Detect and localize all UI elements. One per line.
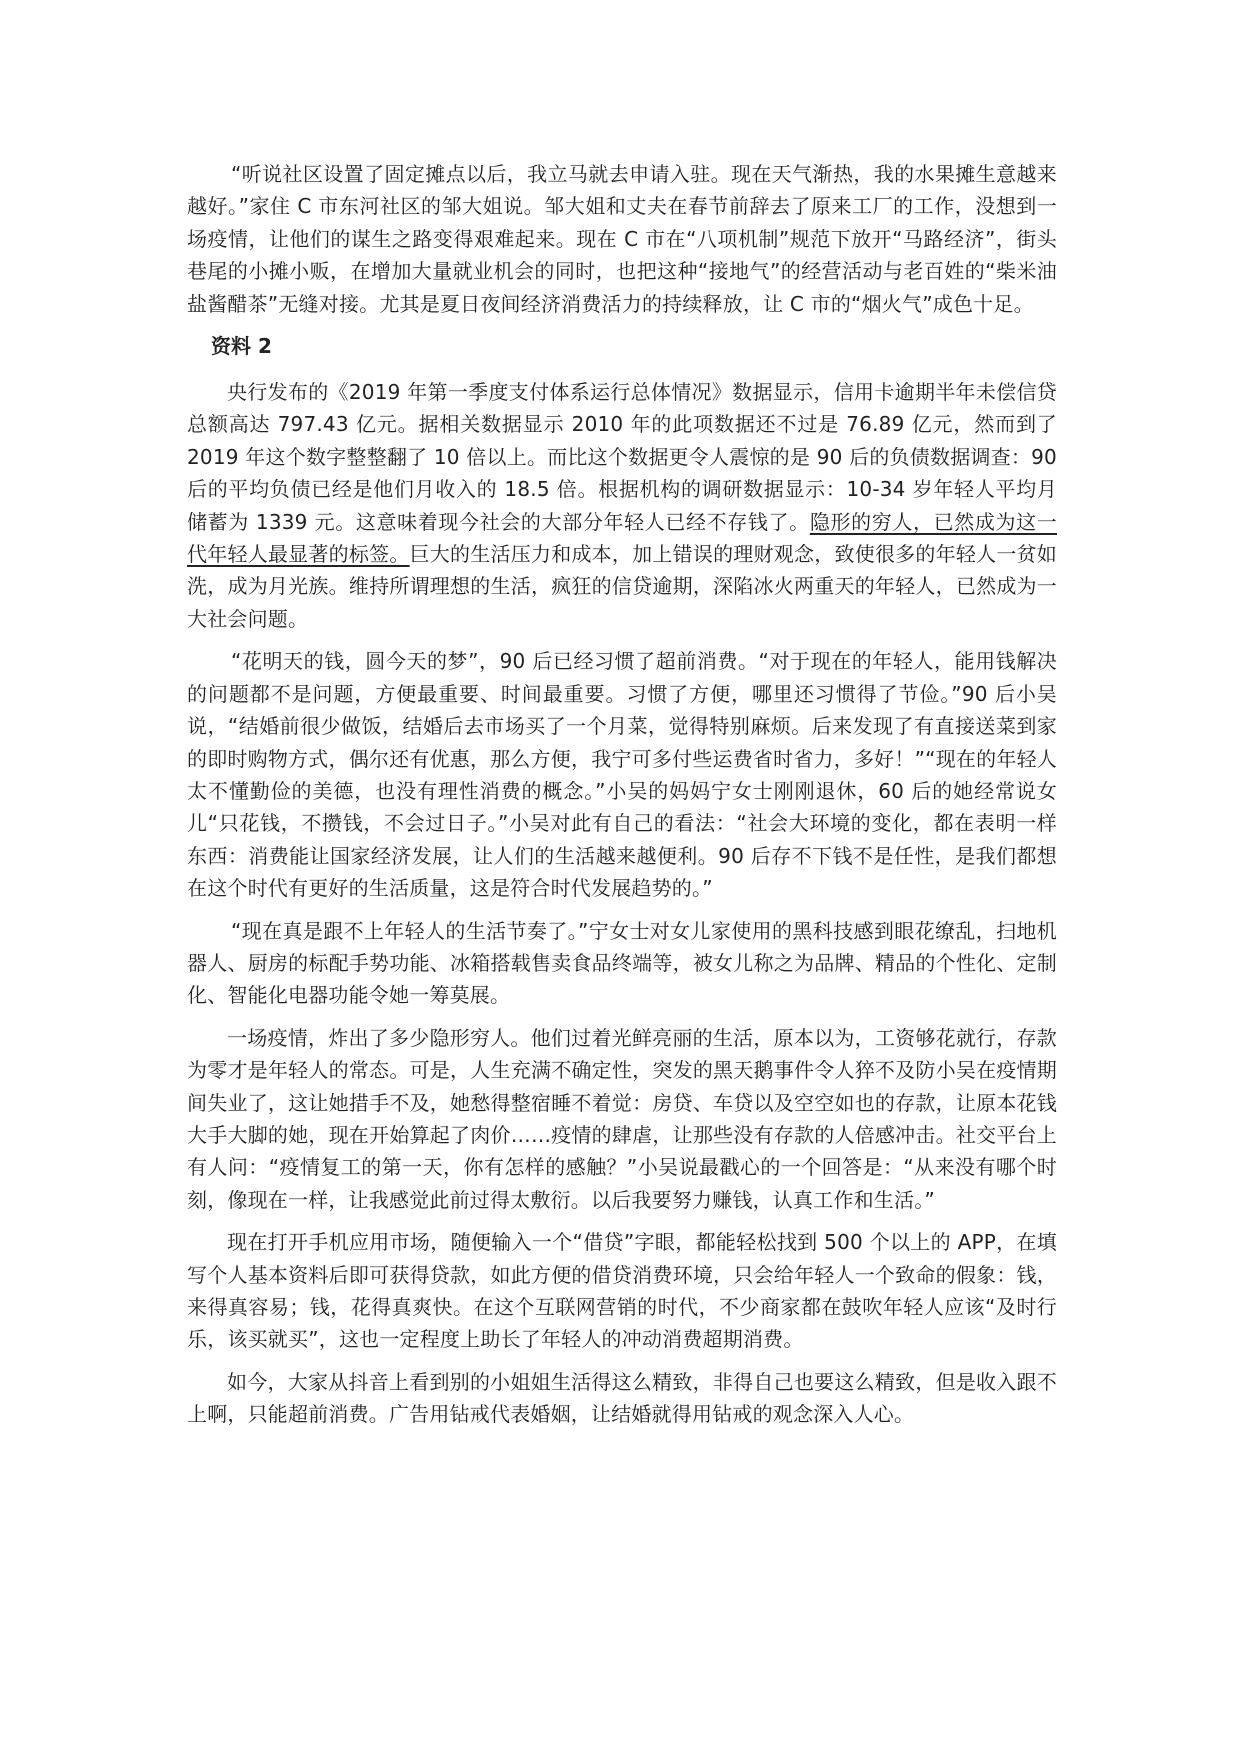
paragraph-overspending: “花明天的钱，圆今天的梦”，90 后已经习惯了超前消费。“对于现在的年轻人，能用钱解决的问题都不是问题，方便最重要、时间最重要。习惯了方便，哪里还习惯得了节俭。”90 后小吴说，“结婚前很少做饭，结婚后去市场买了一个月菜，觉得特别麻烦。后来发现了有直接送菜到家的即时购物方式，偶尔还有优惠，那么方便，我宁可多付些运费省时省力，多好！”“现在的年轻人太不懂勤俭的美德，也没有理性消费的概念。”小吴的妈妈宁女士刚刚退休，60 后的她经常说女儿“只花钱，不攒钱，不会过日子。”小吴对此有自己的看法：“社会大环境的变化，都在表明一样东西：消费能让国家经济发展，让人们的生活越来越便利。90 后存不下钱不是任性，是我们都想在这个时代有更好的生活质量，这是符合时代发展趋势的。” (187, 649, 1057, 901)
document-page (187, 158, 1057, 1441)
debt-data-conclusion: 巨大的生活压力和成本，加上错误的理财观念，致使很多的年轻人一贫如洗，成为月光族。维持所谓理想的生活，疯狂的信贷逾期，深陷冰火两重天的年轻人，已然成为一大社会问题。 (187, 542, 1058, 631)
paragraph-pandemic: 一场疫情，炸出了多少隐形穷人。他们过着光鲜亮丽的生活，原本以为，工资够花就行，存款为零才是年轻人的常态。可是，人生充满不确定性，突发的黑天鹅事件令人猝不及防小吴在疫情期间失业了，这让她措手不及，她愁得整宿睡不着觉：房贷、车贷以及空空如也的存款，让原本花钱大手大脚的她，现在开始算起了肉价……疫情的肆虐，让那些没有存款的人倍感冲击。社交平台上有人问：“疫情复工的第一天，你有怎样的感触？”小吴说最戳心的一个回答是：“从来没有哪个时刻，像现在一样，让我感觉此前过得太敷衍。以后我要努力赚钱，认真工作和生活。” (187, 1025, 1057, 1212)
paragraph-debt-data (187, 376, 1057, 635)
paragraph-street-economy: “听说社区设置了固定摊点以后，我立马就去申请入驻。现在天气渐热，我的水果摊生意越来越好。”家住 C 市东河社区的邹大姐说。邹大姐和丈夫在春节前辞去了原来工厂的工作，没想到一场疫情，让他们的谋生之路变得艰难起来。现在 C 市在“八项机制”规范下放开“马路经济”，街头巷尾的小摊小贩，在增加大量就业机会的同时，也把这种“接地气”的经营活动与老百姓的“柴米油盐酱醋茶”无缝对接。尤其是夏日夜间经济消费活力的持续释放，让 C 市的“烟火气”成色十足。 (187, 162, 1057, 316)
paragraph-loan-apps: 现在打开手机应用市场，随便输入一个“借贷”字眼，都能轻松找到 500 个以上的 APP，在填写个人基本资料后即可获得贷款，如此方便的借贷消费环境，只会给年轻人一个致命的假象：钱，来得真容易；钱，花得真爽快。在这个互联网营销的时代，不少商家都在鼓吹年轻人应该“及时行乐，该买就买”，这也一定程度上助长了年轻人的冲动消费超期消费。 (187, 1230, 1057, 1352)
section-heading-material-2: 资料 2 (211, 334, 272, 359)
paragraph-black-tech: “现在真是跟不上年轻人的生活节奏了。”宁女士对女儿家使用的黑科技感到眼花缭乱，扫地机器人、厨房的标配手势功能、冰箱搭载售卖食品终端等，被女儿称之为品牌、精品的个性化、定制化、智能化电器功能令她一筹莫展。 (187, 918, 1057, 1008)
underlined-sentence: 隐形的穷人，已然成为这一代年轻人最显著的标签。 (187, 509, 1057, 567)
debt-data-text: 央行发布的《2019 年第一季度支付体系运行总体情况》数据显示，信用卡逾期半年未偿信贷总额高达 797.43 亿元。据相关数据显示 2010 年的此项数据还不过是 76.89 亿元，然而到了 2019 年这个数字整整翻了 10 倍以上。而比这个数据更令人震惊的是 90 后的负债数据调查：90 后的平均负债已经是他们月收入的 18.5 倍。根据机构的调研数据显示：10-34 岁年轻人平均月储蓄为 1339 元。这意味着现今社会的大部分年轻人已经不存钱了。 (187, 380, 1057, 534)
paragraph-douyin: 如今，大家从抖音上看到别的小姐姐生活得这么精致，非得自己也要这么精致，但是收入跟不上啊，只能超前消费。广告用钻戒代表婚姻，让结婚就得用钻戒的观念深入人心。 (187, 1369, 1057, 1427)
